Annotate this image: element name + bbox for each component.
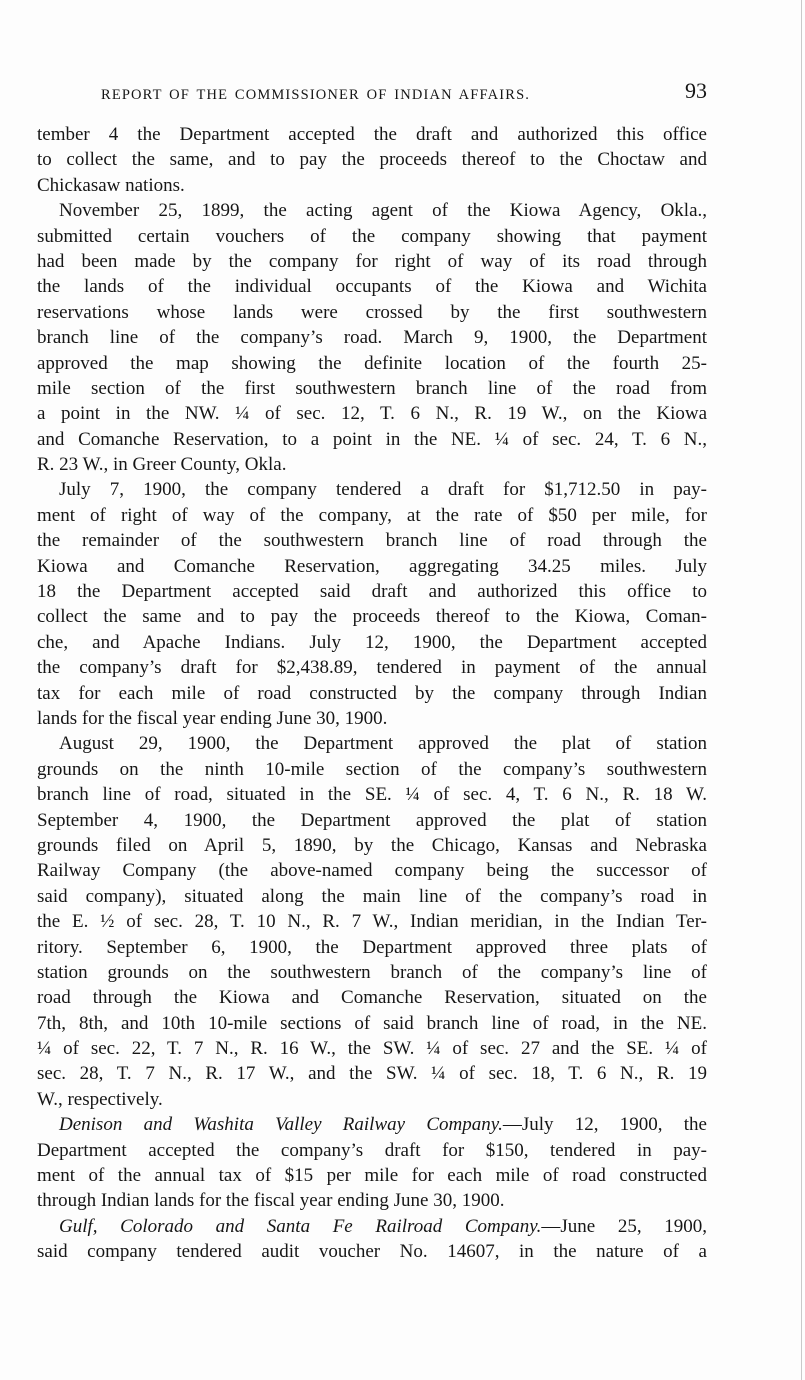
line-text: lands for the fiscal year ending June 30, 1900. [37, 707, 388, 729]
running-title: REPORT OF THE COMMISSIONER OF INDIAN AFFAIRS. [101, 87, 531, 103]
line-text: the company’s draft for $2,438.89, tendered in payment of the annual [37, 657, 707, 679]
text-line [37, 909, 707, 934]
text-line [37, 147, 707, 172]
line-text: said company), situated along the main line of the company’s road in [37, 885, 707, 907]
text-line [37, 655, 707, 680]
italic-heading: Denison and Washita Valley Railway Company. [59, 1114, 503, 1136]
line-text: the E. ½ of sec. 28, T. 10 N., R. 7 W., Indian meridian, in the Indian Ter- [37, 911, 707, 933]
line-text: and Comanche Reservation, to a point in the NE. ¼ of sec. 24, T. 6 N., [37, 428, 707, 450]
text-line [37, 274, 707, 299]
text-line [37, 1112, 707, 1137]
page-edge-line [801, 0, 802, 1380]
text-line [37, 249, 707, 274]
text-line [37, 1036, 707, 1061]
line-text: September 4, 1900, the Department approved the plat of station [37, 809, 707, 831]
text-line [37, 173, 707, 198]
page-number: 93 [685, 78, 707, 103]
line-text: the lands of the individual occupants of the Kiowa and Wichita [37, 276, 707, 298]
line-text: August 29, 1900, the Department approved the plat of station [59, 733, 707, 755]
line-text: grounds on the ninth 10-mile section of the company’s southwestern [37, 758, 707, 780]
text-line [37, 884, 707, 909]
text-line [37, 1087, 707, 1112]
text-line [37, 1061, 707, 1086]
line-text: Department accepted the company’s draft for $150, tendered in pay- [37, 1139, 707, 1161]
body-text [37, 122, 707, 1265]
line-text: submitted certain vouchers of the company showing that payment [37, 225, 707, 247]
line-text: che, and Apache Indians. July 12, 1900, the Department accepted [37, 631, 707, 653]
text-line [37, 579, 707, 604]
text-line [37, 858, 707, 883]
text-line [37, 630, 707, 655]
line-text: 7th, 8th, and 10th 10-mile sections of said branch line of road, in the NE. [37, 1012, 707, 1034]
text-line [37, 477, 707, 502]
text-line [37, 706, 707, 731]
text-line [37, 808, 707, 833]
text-line [37, 401, 707, 426]
text-line [37, 376, 707, 401]
line-text: mile section of the first southwestern branch line of the road from [37, 377, 707, 399]
line-text: July 7, 1900, the company tendered a draft for $1,712.50 in pay- [59, 479, 707, 501]
text-line [37, 325, 707, 350]
text-line [37, 427, 707, 452]
line-text: road through the Kiowa and Comanche Reservation, situated on the [37, 987, 707, 1009]
line-text: Kiowa and Comanche Reservation, aggregating 34.25 miles. July [37, 555, 707, 577]
line-text: 18 the Department accepted said draft and authorized this office to [37, 581, 707, 603]
text-line [37, 554, 707, 579]
line-text: ment of right of way of the company, at the rate of $50 per mile, for [37, 504, 707, 526]
text-line [37, 935, 707, 960]
text-line [37, 757, 707, 782]
text-line [37, 1239, 707, 1264]
line-text: approved the map showing the definite location of the fourth 25- [37, 352, 707, 374]
text-line [37, 224, 707, 249]
line-text: branch line of road, situated in the SE. ¼ of sec. 4, T. 6 N., R. 18 W. [37, 784, 707, 806]
text-line [37, 782, 707, 807]
text-line [37, 960, 707, 985]
text-line [37, 1011, 707, 1036]
line-text: tax for each mile of road constructed by the company through Indian [37, 682, 707, 704]
text-line [37, 122, 707, 147]
line-text: W., respectively. [37, 1088, 163, 1110]
running-header [37, 78, 707, 108]
italic-heading: Gulf, Colorado and Santa Fe Railroad Company. [59, 1215, 542, 1237]
line-text: tember 4 the Department accepted the draft and authorized this office [37, 124, 707, 145]
text-line [37, 1163, 707, 1188]
text-line [37, 604, 707, 629]
line-text: collect the same and to pay the proceeds thereof to the Kiowa, Coman- [37, 606, 707, 628]
line-text: a point in the NW. ¼ of sec. 12, T. 6 N., R. 19 W., on the Kiowa [37, 403, 707, 425]
text-line [37, 300, 707, 325]
line-text: R. 23 W., in Greer County, Okla. [37, 454, 287, 476]
line-text: Chickasaw nations. [37, 174, 185, 196]
text-line [37, 1138, 707, 1163]
text-line [37, 528, 707, 553]
text-line [37, 681, 707, 706]
line-text: ritory. September 6, 1900, the Department approved three plats of [37, 936, 707, 958]
text-line [37, 1214, 707, 1239]
line-text: Railway Company (the above-named company being the successor of [37, 860, 707, 882]
text-line [37, 351, 707, 376]
line-text: —June 25, 1900, [541, 1215, 708, 1237]
line-text: said company tendered audit voucher No. 14607, in the nature of a [37, 1241, 707, 1263]
text-line [37, 1188, 707, 1213]
line-text: November 25, 1899, the acting agent of the Kiowa Agency, Okla., [59, 200, 707, 222]
line-text: station grounds on the southwestern branch of the company’s line of [37, 961, 707, 983]
text-line [37, 833, 707, 858]
text-line [37, 198, 707, 223]
line-text: had been made by the company for right of way of its road through [37, 250, 707, 272]
text-line [37, 985, 707, 1010]
line-text: branch line of the company’s road. March 9, 1900, the Department [37, 327, 707, 349]
text-line [37, 731, 707, 756]
line-text: to collect the same, and to pay the proceeds thereof to the Choctaw and [37, 149, 707, 171]
text-line [37, 503, 707, 528]
line-text: —July 12, 1900, the [502, 1114, 707, 1136]
line-text: ment of the annual tax of $15 per mile for each mile of road constructed [37, 1165, 707, 1187]
line-text: sec. 28, T. 7 N., R. 17 W., and the SW. ¼ of sec. 18, T. 6 N., R. 19 [37, 1063, 707, 1085]
line-text: reservations whose lands were crossed by the first southwestern [37, 301, 707, 323]
line-text: grounds filed on April 5, 1890, by the Chicago, Kansas and Nebraska [37, 834, 707, 856]
line-text: the remainder of the southwestern branch line of road through the [37, 530, 707, 552]
text-line [37, 452, 707, 477]
line-text: ¼ of sec. 22, T. 7 N., R. 16 W., the SW. ¼ of sec. 27 and the SE. ¼ of [37, 1038, 707, 1060]
line-text: through Indian lands for the fiscal year ending June 30, 1900. [37, 1190, 505, 1212]
